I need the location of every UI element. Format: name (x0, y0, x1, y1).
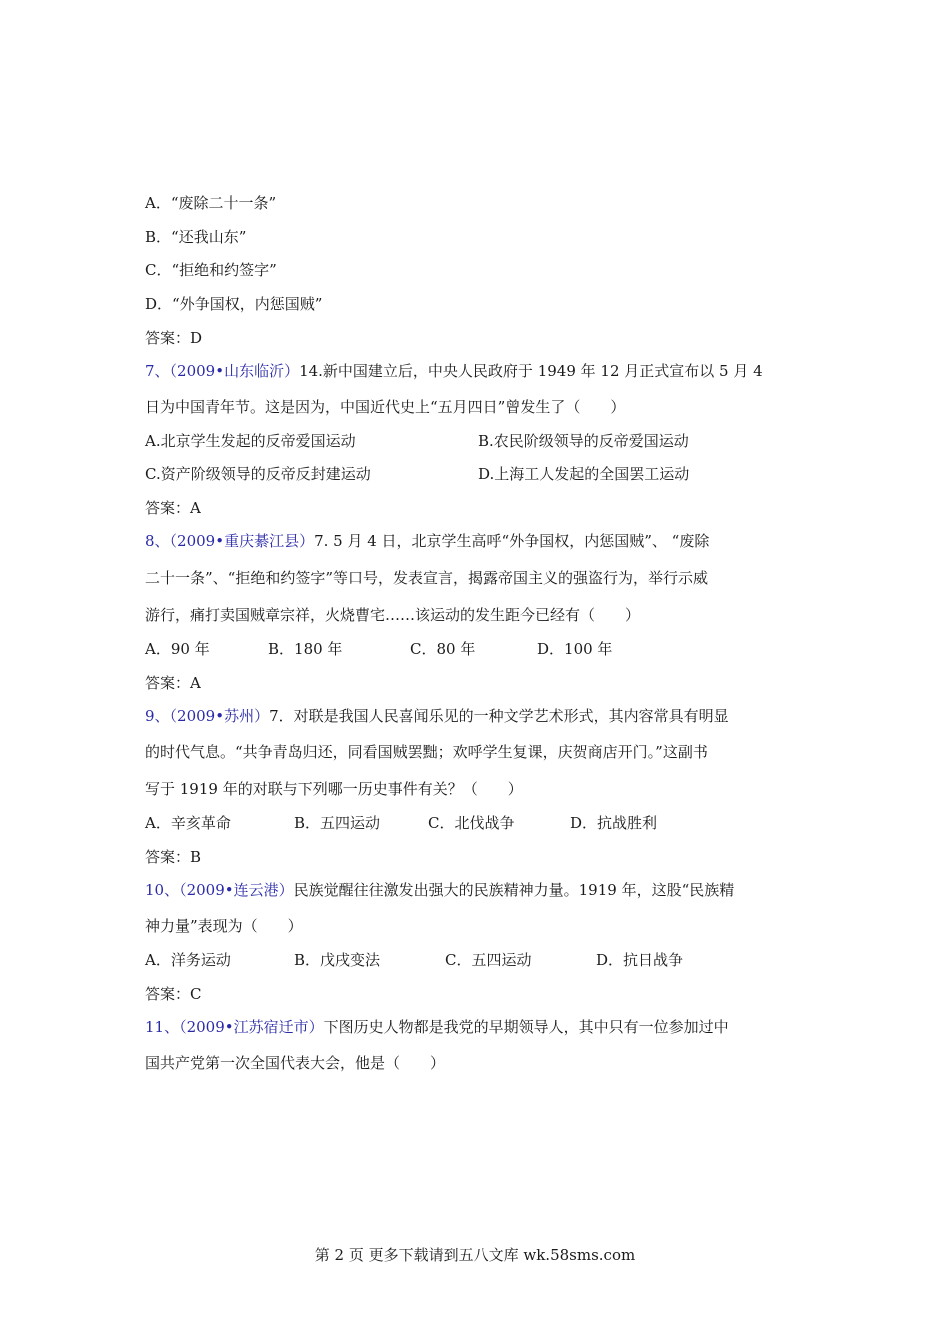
q10-option-d: D．抗日战争 (596, 951, 684, 969)
q8-source: （2009•重庆綦江县） (169, 532, 315, 550)
q6-option-d: D．“外争国权，内惩国贼” (145, 295, 323, 313)
q9-option-a: A．辛亥革命 (145, 814, 231, 832)
q7-source: （2009•山东临沂） (169, 362, 300, 380)
q8-option-d: D．100 年 (537, 640, 613, 658)
q7-options-row-1 (145, 431, 356, 451)
q9-line-2: 的时代气息。“共争青岛归还，同看国贼罢黜；欢呼学生复课，庆贺商店开门。”这副书 (145, 743, 708, 761)
q10-source: （2009•连云港） (179, 881, 294, 899)
q10-option-c: C．五四运动 (445, 951, 532, 969)
q9-line-3: 写于 1919 年的对联与下列哪一历史事件有关？（ ） (145, 780, 523, 798)
q7-option-d: D.上海工人发起的全国罢工运动 (478, 465, 690, 483)
q10-line-2: 神力量”表现为（ ） (145, 917, 303, 935)
q7-number: 7、 (145, 362, 170, 380)
q8-option-b: B．180 年 (268, 640, 343, 658)
q7-option-a: A.北京学生发起的反帝爱国运动 (145, 432, 356, 450)
q8-line-1 (145, 531, 709, 551)
q9-option-c: C．北伐战争 (428, 814, 515, 832)
q11-number: 11、 (145, 1018, 180, 1036)
q9-source: （2009•苏州） (169, 707, 270, 725)
q10-text-1: 民族觉醒往往激发出强大的民族精神力量。1919 年，这股“民族精 (293, 881, 735, 899)
page-footer: 第 2 页 更多下载请到五八文库 wk.58sms.com (314, 1246, 636, 1264)
q10-answer: 答案：C (145, 985, 202, 1003)
q8-option-a: A．90 年 (145, 640, 210, 658)
q9-number: 9、 (145, 707, 170, 725)
q10-line-1 (145, 880, 734, 900)
q9-option-d: D．抗战胜利 (570, 814, 658, 832)
q6-answer: 答案：D (145, 329, 203, 347)
q6-option-b: B．“还我山东” (145, 228, 247, 246)
q8-answer: 答案：A (145, 674, 201, 692)
q7-line-1 (145, 361, 763, 381)
q9-answer: 答案：B (145, 848, 202, 866)
q7-option-b: B.农民阶级领导的反帝爱国运动 (478, 432, 689, 450)
q9-line-1 (145, 706, 729, 726)
q11-source: （2009•江苏宿迁市） (179, 1018, 324, 1036)
q11-line-1 (145, 1017, 729, 1037)
q10-option-a: A．洋务运动 (145, 951, 231, 969)
q9-option-b: B．五四运动 (294, 814, 381, 832)
q7-option-c: C.资产阶级领导的反帝反封建运动 (145, 465, 371, 483)
q8-number: 8、 (145, 532, 170, 550)
q8-line-2: 二十一条”、“拒绝和约签字”等口号，发表宣言，揭露帝国主义的强盗行为，举行示威 (145, 569, 709, 587)
q7-line-2: 日为中国青年节。这是因为，中国近代史上“五月四日”曾发生了（ ） (145, 398, 626, 416)
q7-text-1: 14.新中国建立后，中央人民政府于 1949 年 12 月正式宣布以 5 月 4 (299, 362, 763, 380)
q6-option-c: C．“拒绝和约签字” (145, 261, 277, 279)
q11-line-2: 国共产党第一次全国代表大会，他是（ ） (145, 1054, 446, 1072)
q11-text-1: 下图历史人物都是我党的早期领导人，其中只有一位参加过中 (323, 1018, 729, 1036)
q6-option-a: A．“废除二十一条” (145, 194, 277, 212)
q9-text-1: 7．对联是我国人民喜闻乐见的一种文学艺术形式，其内容常具有明显 (269, 707, 729, 725)
q10-number: 10、 (145, 881, 180, 899)
q8-line-3: 游行，痛打卖国贼章宗祥，火烧曹宅……该运动的发生距今已经有（ ） (145, 606, 641, 624)
q7-answer: 答案：A (145, 499, 201, 517)
q10-option-b: B．戊戌变法 (294, 951, 381, 969)
q8-text-1: 7. 5 月 4 日，北京学生高呼“外争国权，内惩国贼”、 “废除 (314, 532, 710, 550)
q8-option-c: C．80 年 (410, 640, 476, 658)
